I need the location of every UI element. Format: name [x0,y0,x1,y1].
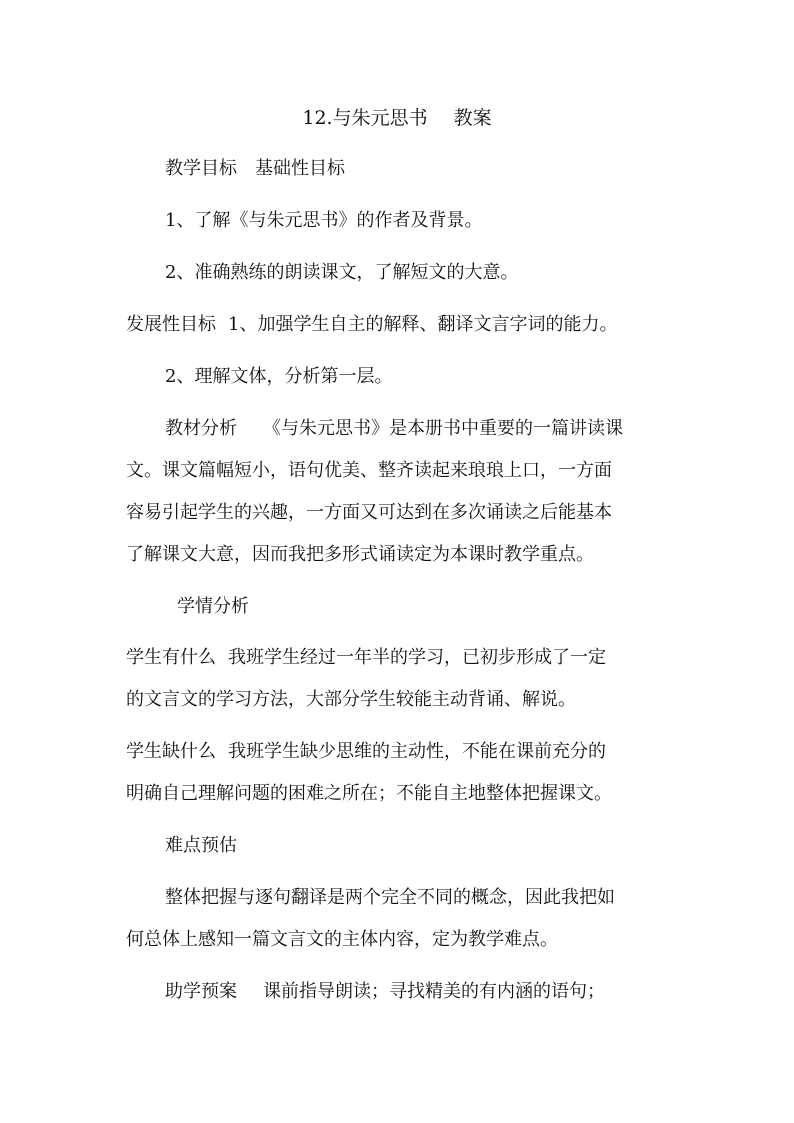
basic-objective-2: 2、准确熟练的朗读课文，了解短文的大意。 [165,262,519,283]
material-heading: 教材分析 [165,418,237,439]
prep-heading: 助学预案 [165,981,237,1002]
objectives-heading-line [165,157,345,181]
students-lack-label: 学生缺什么 [126,741,216,762]
prep-line-1 [165,980,605,1004]
prep-text-1: 课前指导朗读；寻找精美的有内涵的语句； [263,981,605,1002]
students-lack-line-2: 明确自己理解问题的困难之所在；不能自主地整体把握课文。 [126,783,612,804]
students-heading: 学情分析 [177,596,249,617]
difficulty-line-2: 何总体上感知一篇文言文的主体内容，定为教学难点。 [126,929,558,950]
students-lack-line-1 [126,740,606,764]
title-text: 12.与朱元思书 [302,107,428,129]
students-lack-text-1: 我班学生缺少思维的主动性，不能在课前充分的 [228,741,606,762]
students-have-text-1: 我班学生经过一年半的学习，已初步形成了一定 [228,647,606,668]
material-text-1: 《与朱元思书》是本册书中重要的一篇讲读课 [263,418,623,439]
students-have-label: 学生有什么 [126,647,216,668]
dev-objectives-line [126,313,617,337]
basic-objectives-label: 基础性目标 [255,158,345,179]
material-line-2: 文。课文篇幅短小，语句优美、整齐读起来琅琅上口，一方面 [126,460,612,481]
material-line-3: 容易引起学生的兴趣，一方面又可达到在多次诵读之后能基本 [126,502,612,523]
students-have-line-1 [126,646,606,670]
basic-objective-1: 1、了解《与朱元思书》的作者及背景。 [165,210,483,231]
dev-objective-2: 2、理解文体，分析第一层。 [165,366,393,387]
difficulty-heading: 难点预估 [165,835,237,856]
objectives-heading: 教学目标 [165,158,237,179]
dev-objective-1: 1、加强学生自主的解释、翻译文言字词的能力。 [228,314,618,335]
difficulty-line-1: 整体把握与逐句翻译是两个完全不同的概念，因此我把如 [165,887,615,908]
material-line-1 [165,417,623,441]
material-line-4: 了解课文大意，因而我把多形式诵读定为本课时教学重点。 [126,544,594,565]
title-suffix: 教案 [453,107,492,129]
students-have-line-2: 的文言文的学习方法，大部分学生较能主动背诵、解说。 [126,689,576,710]
dev-objectives-label: 发展性目标 [126,314,216,335]
page-title [0,106,794,130]
